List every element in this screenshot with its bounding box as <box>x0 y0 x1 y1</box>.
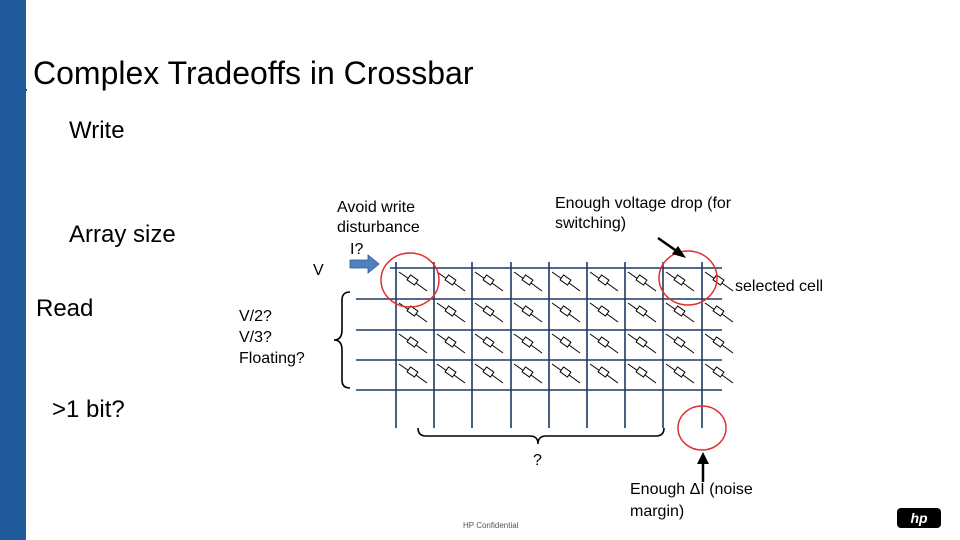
current-query: I? <box>350 241 364 258</box>
memristor-cell <box>666 364 694 383</box>
memristor-cell <box>705 303 733 322</box>
memristor-cell <box>666 272 694 291</box>
memristor-cell <box>437 303 465 322</box>
memristor-cell <box>705 364 733 383</box>
write-label: Write <box>69 117 125 144</box>
memristor-cell <box>514 303 542 322</box>
column-brace <box>418 428 664 444</box>
bias-option-1: V/2? <box>239 308 272 325</box>
memristor-cell <box>590 334 618 353</box>
memristor-cell <box>590 272 618 291</box>
memristor-cell <box>475 334 503 353</box>
slide-title: Complex Tradeoffs in Crossbar <box>33 55 474 91</box>
memristor-cell <box>628 334 656 353</box>
voltage-drop-line2: switching) <box>555 215 627 232</box>
voltage-drop-line1: Enough voltage drop (for <box>555 195 732 212</box>
avoid-write-line1: Avoid write <box>337 199 415 216</box>
memristor-cell <box>399 364 427 383</box>
memristor-cell <box>514 272 542 291</box>
memristor-cell <box>666 334 694 353</box>
row-brace <box>334 292 350 388</box>
columns-query: ? <box>533 452 542 469</box>
noise-margin-arrow <box>697 452 709 464</box>
memristor-cell <box>628 303 656 322</box>
array-size-label: Array size <box>69 221 176 248</box>
footer-confidential: HP Confidential <box>463 521 519 530</box>
bias-option-3: Floating? <box>239 350 305 367</box>
memristor-cell <box>705 334 733 353</box>
memristor-cell <box>628 364 656 383</box>
selected-cell-circle <box>659 251 717 305</box>
memristor-cell <box>514 334 542 353</box>
memristor-cell <box>475 272 503 291</box>
memristor-cell <box>399 272 427 291</box>
memristor-cell <box>666 303 694 322</box>
memristor-cell <box>399 334 427 353</box>
crossbar-cells <box>399 272 733 383</box>
read-label: Read <box>36 295 94 322</box>
bias-option-2: V/3? <box>239 329 272 346</box>
memristor-cell <box>514 364 542 383</box>
voltage-label: V <box>313 262 324 279</box>
memristor-cell <box>437 334 465 353</box>
memristor-cell <box>437 272 465 291</box>
selected-cell-label: selected cell <box>735 278 824 295</box>
hp-logo-icon: hp <box>897 508 941 528</box>
memristor-cell <box>590 303 618 322</box>
memristor-cell <box>437 364 465 383</box>
memristor-cell <box>552 334 580 353</box>
memristor-cell <box>475 303 503 322</box>
memristor-cell <box>590 364 618 383</box>
avoid-write-line2: disturbance <box>337 219 420 236</box>
noise-margin-line1: Enough ΔI (noise <box>630 481 753 498</box>
memristor-cell <box>475 364 503 383</box>
memristor-cell <box>628 272 656 291</box>
memristor-cell <box>552 272 580 291</box>
memristor-cell <box>552 364 580 383</box>
memristor-cell <box>552 303 580 322</box>
multibit-label: >1 bit? <box>52 396 125 423</box>
memristor-cell <box>705 272 733 291</box>
noise-margin-line2: margin) <box>630 503 685 520</box>
